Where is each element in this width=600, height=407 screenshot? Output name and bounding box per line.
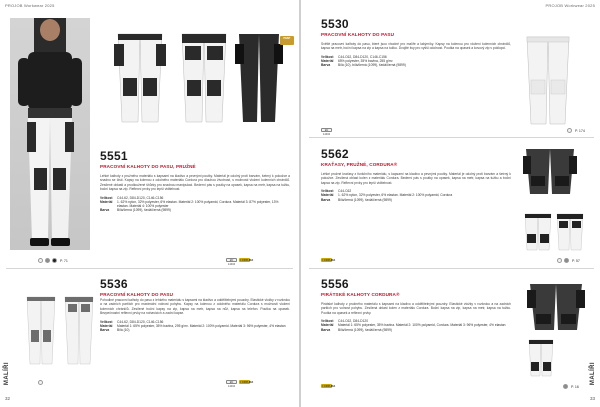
spec-value: C44-C62, D84-D120, C146-C156	[338, 54, 387, 59]
spec-value: C44-62, D84-D120, C146-C156	[117, 195, 164, 200]
product-code: 5536	[100, 277, 128, 291]
product-specs	[321, 319, 511, 332]
running-head: PROJOB Workwear 2025	[545, 3, 595, 8]
product-specs	[321, 55, 511, 68]
cordura-badge: CORDURA	[240, 259, 254, 262]
product-5551-front-image	[112, 30, 168, 125]
spec-label: Barva	[100, 208, 110, 213]
product-5562-greyblack-image	[523, 146, 577, 196]
spec-value: 1. 62% nylon, 32% polyester, 6% elastan. Materiál 2: 100% polyamid, Cordura	[338, 193, 453, 198]
product-5562-certs	[321, 258, 336, 262]
product-code: 5556	[321, 277, 349, 291]
spec-value: 65% polyester, 35% bavlna, 255 g/m²	[338, 59, 393, 64]
spec-label: Barva	[100, 328, 110, 333]
product-5556-greyblack-image	[527, 282, 585, 332]
product-5562-back-image	[555, 212, 585, 252]
spec-label: Velikost	[321, 319, 334, 324]
product-5536-certs	[226, 380, 254, 388]
color-swatch-white	[567, 128, 572, 133]
product-name: PRACOVNÍ KALHOTY DO PASU	[321, 32, 395, 37]
product-5530	[321, 18, 511, 67]
product-code: 5551	[100, 149, 128, 163]
section-divider	[309, 137, 594, 138]
spec-label: Barva	[321, 63, 331, 68]
spec-label: Velikost	[100, 319, 113, 324]
cert-badge: EN 14404	[227, 259, 236, 266]
product-5562	[321, 148, 511, 202]
product-5562-white-image	[523, 212, 553, 252]
model-photo	[10, 18, 90, 250]
product-5536-front-image	[24, 294, 58, 366]
spec-value: Bílá/černá (1099), šedá/černá (9899)	[338, 197, 392, 202]
product-5551	[100, 150, 290, 212]
product-5556-certs	[321, 384, 336, 388]
color-swatch-white	[38, 258, 43, 263]
product-specs	[321, 189, 511, 202]
product-5530-certs	[321, 128, 332, 136]
product-name: PRACOVNÍ KALHOTY DO PASU	[100, 292, 174, 297]
spec-value: Bílá (10), bílá/černá (1099), šedá/černá (9899)	[338, 63, 406, 68]
cordura-badge: CORDURA	[322, 385, 336, 388]
product-specs	[100, 320, 290, 333]
color-swatch-black	[52, 258, 57, 263]
model-figure-image	[10, 18, 90, 250]
spec-value: C44-C62	[338, 189, 352, 194]
product-name: KRAŤASY, PRUŽNÉ, CORDURA®	[321, 162, 398, 167]
product-5551-certs	[226, 258, 254, 266]
page-reference: P. 174	[575, 128, 585, 133]
product-5556-white-image	[527, 338, 555, 378]
running-head: PROJOB Workwear 2025	[5, 3, 55, 8]
spec-label: Materiál	[321, 193, 334, 198]
color-swatch-grey	[45, 258, 50, 263]
section-side-label: MALÍŘI	[4, 361, 10, 385]
product-code: 5530	[321, 17, 349, 31]
spec-label: Velikost	[321, 189, 334, 194]
product-name: PRACOVNÍ KALHOTY DO PASU, PRUŽNÉ	[100, 164, 196, 169]
page-reference: P. 16	[571, 384, 579, 389]
product-5536	[12, 278, 292, 297]
product-5536-body	[100, 298, 290, 332]
page-number: 33	[589, 396, 595, 401]
color-swatch-grey	[563, 384, 568, 389]
page-number: 32	[5, 396, 11, 401]
spec-value: C44-C62, D84-D120	[338, 319, 369, 324]
product-5562-footer	[557, 258, 580, 263]
page-reference: P. 57	[572, 258, 580, 263]
paint-resistant-icon: PAINT	[280, 36, 294, 45]
product-specs	[100, 196, 290, 213]
product-name: PIRÁTSKÉ KALHOTY CORDURA®	[321, 292, 400, 297]
product-description: Pohodlné pracovní kalhoty do pasu z lehkého materiálu s kapsami na kladivo a oddělitelnými pouzdry. Elastické vložky v rozkroku a na zadních partiích pro maximální volnost pohybu. Kapsy na kolenou z odolného materiálu Cordura s možností vložení kolenních chráničů. Zesílené boční kapsy na zip, kapsa na metr, kapsa na nůž, kapsa na telefon. Poutka na opasek. Bezpečnostní reflexní prvky na nohavicích a zadní kapse.	[100, 298, 290, 316]
spec-value: C44-62, D84-D120, C146-C156	[117, 319, 164, 324]
cert-badge: EN 14404	[227, 381, 236, 388]
spec-label: Barva	[321, 197, 331, 202]
spec-label: Velikost	[321, 54, 334, 59]
color-swatch-white	[557, 258, 562, 263]
spec-value: Bílá (10)	[117, 328, 130, 333]
product-5556-footer	[563, 384, 579, 389]
spec-value: Materiál 1: 65% polyester, 35% bavlna. Materiál 2: 100% polyamid, Cordura. Materiál 3: 96% polyester, 4% elastan	[338, 323, 506, 328]
spec-label: Materiál	[100, 199, 113, 204]
section-side-label: MALÍŘI	[590, 361, 596, 385]
color-swatch-white	[38, 380, 43, 385]
left-page	[0, 0, 299, 407]
product-5536-swatches	[38, 380, 43, 385]
spec-label: Velikost	[100, 195, 113, 200]
spec-value: 1. 62% nylon, 32% polyester, 6% elastan. Materiál 2: 100% polyamid, Cordura. Materiál 3: 87% polyester, 13% elastan. Materiál 4: 100% polyester	[117, 199, 279, 209]
product-5530-image	[523, 34, 573, 126]
cordura-badge: CORDURA	[240, 381, 254, 384]
spec-value: Bílá/černá (1099), šedá/černá (9899)	[338, 327, 392, 332]
product-5551-greyblack-image	[234, 30, 284, 125]
product-5530-footer	[567, 128, 585, 133]
spec-value: Bílá/černá (1099), šedá/černá (9899)	[117, 208, 171, 213]
product-code: 5562	[321, 147, 349, 161]
right-page	[301, 0, 600, 407]
product-5536-back-image	[62, 294, 96, 366]
spec-label: Materiál	[100, 323, 113, 328]
product-5556	[321, 278, 511, 332]
product-description: Pirátské kalhoty z pružného materiálu s kapsami na kladivo a oddělitelnými pouzdry. Elastické vložky v rozkroku a na zadních partiích pro volnost pohybu. Zesílená oblast kolen z materiálu Cordura. Boční kapsa na zip, kapsa na metr, kapsa na tužku. Poutka na opasek a reflexní prvky.	[321, 302, 511, 315]
cert-badge: EN 14404	[322, 129, 331, 136]
cordura-badge: CORDURA	[322, 259, 336, 262]
spec-value: Materiál 1: 65% polyester, 35% bavlna, 295 g/m². Materiál 2: 100% polyamid. Materiál 3: 96% polyester, 4% elastan	[117, 323, 286, 328]
product-description: Světlé pracovní kalhoty do pasu, které jsou vhodné pro malíře a lakýrníky. Kapsy na kolenou pro vložení kolenních chráničů, kapsa na metr, boční kapsa na zip a kapsa na tužku. Dvojité švy pro vyšší odolnost. Poutka na opasek a kovový zip v poklopci.	[321, 42, 511, 51]
product-5551-back-image	[176, 30, 232, 125]
page-reference: P. 71	[60, 258, 68, 263]
spec-label: Materiál	[321, 59, 334, 64]
product-description: Lehké pružné kraťasy z funkčního materiálu, s kapsami na kladivo a pevnými poutky. Materiál je odolný proti barvám a šetrný k pokožce. Zesílená oblast kolen z materiálu Cordura. Bederní pás s poutky na opasek, kapsa na metr, kapsa na tužku a boční kapsa na zip. Reflexní prvky pro lepší viditelnost.	[321, 172, 511, 185]
section-divider	[6, 268, 293, 269]
product-description: Lehké kalhoty z pružného materiálu s kapsami na kladivo a pevnými poutky. Materiál je odolný proti barvám, šetrný k pokožce a snadno se čistí. Kapsy na kolenou z odolného materiálu Cordura pro dlouhou životnost, s možností vložení kolenních chráničů. Zesílené oblasti a prodloužené šňůrky pro snadnou manipulaci. Bederní pás s poutky na opasek, kapsa na metr, kapsa na tužku, boční kapsa na zip. Reflexní prvky pro lepší viditelnost.	[100, 174, 290, 192]
spec-label: Materiál	[321, 323, 334, 328]
color-swatch-grey	[564, 258, 569, 263]
section-divider	[309, 268, 594, 269]
spec-label: Barva	[321, 327, 331, 332]
product-5551-footer	[38, 258, 68, 263]
